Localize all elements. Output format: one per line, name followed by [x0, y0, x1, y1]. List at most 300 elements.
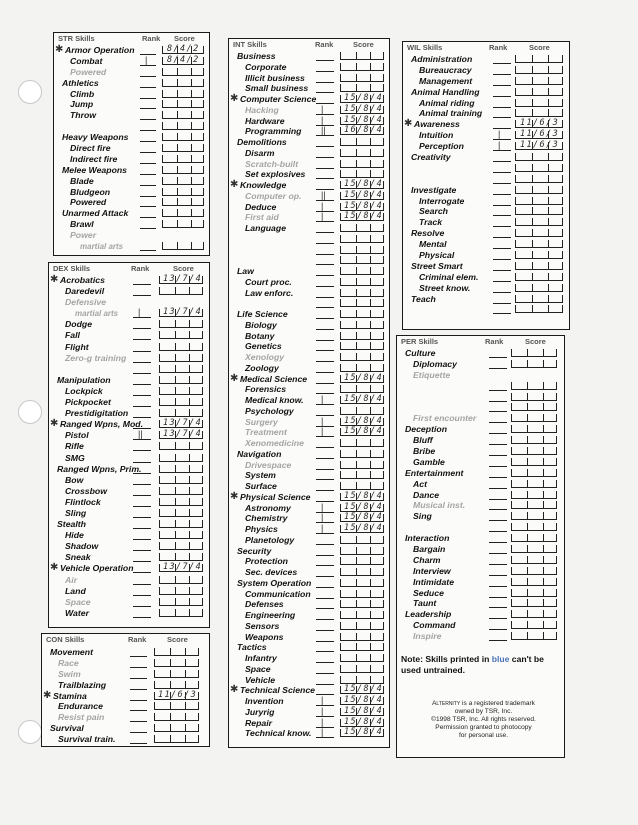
rank-field[interactable]: [140, 206, 156, 207]
rank-field[interactable]: [133, 450, 151, 451]
skill-row-heavy-weapons: [54, 132, 209, 143]
rank-field[interactable]: [140, 130, 156, 131]
rank-field[interactable]: [133, 517, 151, 518]
skill-name: Hardware: [245, 115, 285, 126]
rank-field[interactable]: [493, 183, 511, 184]
skill-row-flintlock: [49, 497, 209, 508]
score-box[interactable]: [511, 491, 557, 499]
score-box[interactable]: [340, 654, 384, 662]
score-box[interactable]: [340, 364, 384, 372]
score-box[interactable]: [159, 331, 203, 339]
rank-field[interactable]: [493, 194, 511, 195]
score-box[interactable]: [340, 450, 384, 458]
score-box[interactable]: [340, 149, 384, 157]
score-box[interactable]: [340, 74, 384, 82]
rank-field[interactable]: [489, 607, 507, 608]
score-box[interactable]: [515, 218, 563, 226]
score-value: 13/7/4: [163, 307, 203, 318]
skill-row-defenses: [229, 599, 389, 610]
score-box[interactable]: [162, 177, 204, 185]
rank-field[interactable]: [133, 572, 151, 573]
skill-name: Climb: [70, 88, 95, 99]
rank-field[interactable]: [493, 237, 511, 238]
score-box[interactable]: [511, 610, 557, 618]
skill-name: Interview: [413, 565, 451, 576]
rank-field[interactable]: [489, 368, 507, 369]
score-box[interactable]: [159, 376, 203, 384]
skill-name: Rifle: [65, 441, 84, 452]
rank-field[interactable]: [489, 488, 507, 489]
rank-field[interactable]: [130, 743, 147, 744]
skill-row-blank: [397, 392, 564, 403]
rank-field[interactable]: [493, 303, 511, 304]
score-box[interactable]: [159, 542, 203, 550]
rank-field[interactable]: [140, 76, 156, 77]
score-value: 15/8/4: [344, 394, 384, 404]
per-skills-panel: [396, 335, 565, 758]
score-box[interactable]: [340, 600, 384, 608]
rank-field[interactable]: [489, 640, 507, 641]
skill-row-power: [54, 230, 209, 241]
score-box[interactable]: [162, 155, 204, 163]
score-box[interactable]: [511, 360, 557, 368]
skill-name: Surface: [245, 481, 277, 491]
score-box[interactable]: [162, 166, 204, 174]
score-header: Score: [167, 635, 188, 644]
score-box[interactable]: [154, 648, 199, 656]
rank-field[interactable]: [493, 313, 511, 314]
score-box[interactable]: [511, 458, 557, 466]
rank-field[interactable]: [140, 98, 156, 99]
score-box[interactable]: [515, 207, 563, 215]
score-box[interactable]: [515, 295, 563, 303]
score-box[interactable]: [340, 643, 384, 651]
score-box[interactable]: [511, 512, 557, 520]
skill-row-search: [403, 206, 569, 217]
rank-field[interactable]: [489, 586, 507, 587]
rank-field[interactable]: [493, 117, 511, 118]
rank-field[interactable]: [140, 87, 156, 88]
score-box[interactable]: [340, 342, 384, 350]
score-box[interactable]: [340, 385, 384, 393]
score-box[interactable]: [340, 579, 384, 587]
score-box[interactable]: [511, 578, 557, 586]
score-box[interactable]: [515, 229, 563, 237]
score-box[interactable]: [162, 122, 204, 130]
score-box[interactable]: [511, 393, 557, 401]
rank-field[interactable]: [489, 618, 507, 619]
rank-field[interactable]: [133, 328, 151, 329]
score-box[interactable]: [340, 332, 384, 340]
score-box[interactable]: [340, 256, 384, 264]
skill-name: Awareness: [414, 119, 460, 130]
score-box[interactable]: [159, 442, 203, 450]
rank-field[interactable]: [140, 196, 156, 197]
rank-field[interactable]: [133, 351, 151, 352]
score-box[interactable]: [340, 160, 384, 168]
rank-field[interactable]: [130, 678, 147, 679]
skill-name: Weapons: [245, 631, 284, 642]
score-box[interactable]: [159, 609, 203, 617]
skill-name: System: [245, 470, 276, 481]
score-box[interactable]: [340, 622, 384, 630]
score-box[interactable]: [340, 289, 384, 297]
rank-field[interactable]: [140, 54, 156, 55]
rank-field[interactable]: [133, 406, 151, 407]
score-box[interactable]: [515, 251, 563, 259]
score-box[interactable]: [515, 99, 563, 107]
score-box[interactable]: [162, 188, 204, 196]
score-box[interactable]: [162, 209, 204, 217]
rank-field[interactable]: [130, 721, 147, 722]
rank-field[interactable]: [489, 433, 507, 434]
skill-row-first-encounter: [397, 413, 564, 424]
rank-field[interactable]: [493, 292, 511, 293]
score-box[interactable]: [340, 439, 384, 447]
rank-field[interactable]: [489, 597, 507, 598]
skill-row-athletics: [54, 78, 209, 89]
score-box[interactable]: [162, 79, 204, 87]
rank-field[interactable]: [493, 150, 511, 151]
score-box[interactable]: [511, 382, 557, 390]
skill-name: Space: [65, 596, 91, 607]
skill-name: Ranged Wpns, Prim.: [57, 463, 142, 474]
rank-field[interactable]: [140, 163, 156, 164]
rank-field[interactable]: [493, 128, 511, 129]
rank-field[interactable]: [493, 161, 511, 162]
rank-field[interactable]: [489, 553, 507, 554]
score-box[interactable]: [340, 536, 384, 544]
rank-field[interactable]: [489, 477, 507, 478]
rank-field[interactable]: [133, 473, 151, 474]
score-box[interactable]: [162, 242, 204, 250]
score-box[interactable]: [511, 436, 557, 444]
rank-field[interactable]: [133, 439, 151, 440]
score-box[interactable]: [515, 273, 563, 281]
rank-field[interactable]: [489, 509, 507, 510]
score-box[interactable]: [340, 310, 384, 318]
skill-name: Programming: [245, 126, 302, 137]
skill-row-blank: [397, 402, 564, 413]
skill-name: Security: [237, 545, 272, 556]
rank-field[interactable]: [140, 217, 156, 218]
score-box[interactable]: [511, 534, 557, 542]
score-box[interactable]: [340, 547, 384, 555]
rank-field[interactable]: [493, 63, 511, 64]
rank-field[interactable]: [316, 737, 334, 738]
score-box[interactable]: [154, 735, 199, 743]
rank-field[interactable]: [133, 550, 151, 551]
rank-field[interactable]: [130, 667, 147, 668]
score-box[interactable]: [162, 220, 204, 228]
rank-field[interactable]: [133, 384, 151, 385]
score-box[interactable]: [515, 164, 563, 172]
score-box[interactable]: [340, 138, 384, 146]
rank-field[interactable]: [133, 417, 151, 418]
score-box[interactable]: [159, 476, 203, 484]
score-box[interactable]: [159, 409, 203, 417]
score-box[interactable]: [340, 633, 384, 641]
score-box[interactable]: [340, 224, 384, 232]
score-box[interactable]: [340, 461, 384, 469]
score-value: 15/8/4: [344, 200, 384, 211]
score-value: 15/8/4: [344, 716, 384, 727]
rank-field[interactable]: [130, 700, 147, 701]
rank-field[interactable]: [489, 520, 507, 521]
score-box[interactable]: [511, 403, 557, 411]
rank-field[interactable]: [489, 629, 507, 630]
rank-field[interactable]: [140, 119, 156, 120]
score-box[interactable]: [340, 278, 384, 286]
rank-field[interactable]: [130, 689, 147, 690]
score-box[interactable]: [511, 480, 557, 488]
score-box[interactable]: [340, 235, 384, 243]
rank-field[interactable]: [489, 401, 507, 402]
rank-field[interactable]: [133, 462, 151, 463]
rank-field[interactable]: [133, 362, 151, 363]
score-box[interactable]: [159, 454, 203, 462]
rank-field[interactable]: [130, 656, 147, 657]
score-box[interactable]: [340, 52, 384, 60]
skill-name: Language: [245, 223, 287, 233]
score-box[interactable]: [162, 90, 204, 98]
score-box[interactable]: [162, 133, 204, 141]
rank-field[interactable]: [133, 561, 151, 562]
score-box[interactable]: [511, 567, 557, 575]
score-box[interactable]: [340, 471, 384, 479]
rank-field[interactable]: [489, 357, 507, 358]
rank-tally: |: [321, 394, 324, 404]
skill-row-biology: [229, 320, 389, 331]
score-box[interactable]: [159, 354, 203, 362]
score-box[interactable]: [162, 111, 204, 119]
score-box[interactable]: [515, 262, 563, 270]
rank-field[interactable]: [133, 317, 151, 318]
score-box[interactable]: [340, 321, 384, 329]
score-box[interactable]: [515, 197, 563, 205]
rank-field[interactable]: [140, 174, 156, 175]
skill-name: Sec. devices: [245, 567, 298, 577]
rank-field[interactable]: [493, 215, 511, 216]
rank-field[interactable]: [133, 495, 151, 496]
score-box[interactable]: [159, 287, 203, 295]
rank-field[interactable]: [133, 373, 151, 374]
rank-field[interactable]: [489, 499, 507, 500]
score-value: 13/7/4: [163, 429, 203, 440]
rank-field[interactable]: [489, 422, 507, 423]
score-box[interactable]: [159, 387, 203, 395]
score-value: 11/6/3: [520, 140, 560, 151]
rank-field[interactable]: [140, 65, 156, 66]
rank-field[interactable]: [133, 339, 151, 340]
score-box[interactable]: [340, 63, 384, 71]
score-box[interactable]: [515, 240, 563, 248]
score-box[interactable]: [159, 343, 203, 351]
score-box[interactable]: [154, 659, 199, 667]
rank-field[interactable]: [489, 444, 507, 445]
skill-row-smg: [49, 453, 209, 464]
rank-field[interactable]: [133, 284, 151, 285]
skill-name: Water: [65, 607, 89, 618]
rank-field[interactable]: [493, 259, 511, 260]
rank-field[interactable]: [493, 270, 511, 271]
rank-field[interactable]: [493, 226, 511, 227]
score-box[interactable]: [511, 523, 557, 531]
rank-field[interactable]: [493, 85, 511, 86]
score-box[interactable]: [340, 568, 384, 576]
score-box[interactable]: [340, 676, 384, 684]
rank-field[interactable]: [489, 542, 507, 543]
rank-field[interactable]: [489, 411, 507, 412]
score-box[interactable]: [340, 482, 384, 490]
score-box[interactable]: [515, 186, 563, 194]
score-box[interactable]: [511, 589, 557, 597]
score-box[interactable]: [154, 681, 199, 689]
rank-field[interactable]: [140, 152, 156, 153]
score-box[interactable]: [159, 531, 203, 539]
score-box[interactable]: [515, 88, 563, 96]
score-box[interactable]: [154, 702, 199, 710]
score-value: 15/8/4: [344, 523, 384, 533]
rank-field[interactable]: [133, 595, 151, 596]
rank-field[interactable]: [140, 108, 156, 109]
skill-name: Manipulation: [57, 374, 111, 385]
score-box[interactable]: [159, 520, 203, 528]
score-box[interactable]: [511, 501, 557, 509]
rank-field[interactable]: [489, 575, 507, 576]
skill-row-interaction: [397, 533, 564, 544]
rank-field[interactable]: [489, 466, 507, 467]
rank-field[interactable]: [493, 205, 511, 206]
score-box[interactable]: [511, 599, 557, 607]
score-box[interactable]: [511, 556, 557, 564]
score-box[interactable]: [340, 267, 384, 275]
rank-field[interactable]: [493, 107, 511, 108]
rank-field[interactable]: [489, 531, 507, 532]
skill-name: Command: [413, 620, 456, 631]
skill-row-perception: [403, 141, 569, 152]
rank-field[interactable]: [493, 281, 511, 282]
rank-field[interactable]: [493, 248, 511, 249]
score-box[interactable]: [340, 557, 384, 565]
rank-field[interactable]: [130, 732, 147, 733]
score-box[interactable]: [159, 365, 203, 373]
asterisk-icon: ✱: [230, 93, 239, 104]
skill-name: Power: [70, 230, 97, 241]
rank-field[interactable]: [140, 141, 156, 142]
skill-row-communication: [229, 589, 389, 600]
rank-field[interactable]: [133, 606, 151, 607]
panel-title: CON Skills: [46, 635, 85, 644]
untrained-note: Note: Skills printed in blue can't be used untrained.: [401, 654, 544, 675]
rank-field[interactable]: [133, 584, 151, 585]
score-box[interactable]: [511, 414, 557, 422]
rank-field[interactable]: [133, 506, 151, 507]
score-box[interactable]: [511, 632, 557, 640]
skill-row-first-aid: [229, 212, 389, 223]
score-box[interactable]: [515, 109, 563, 117]
score-box[interactable]: [515, 66, 563, 74]
score-box[interactable]: [511, 349, 557, 357]
skill-name: Charm: [413, 554, 441, 565]
rank-field[interactable]: [133, 395, 151, 396]
rank-field[interactable]: [133, 295, 151, 296]
score-box[interactable]: [340, 353, 384, 361]
score-box[interactable]: [340, 590, 384, 598]
score-box[interactable]: [159, 487, 203, 495]
score-box[interactable]: [515, 284, 563, 292]
rank-field[interactable]: [133, 528, 151, 529]
skill-name: Zoology: [245, 362, 279, 373]
score-box[interactable]: [154, 724, 199, 732]
rank-field[interactable]: [493, 139, 511, 140]
score-box[interactable]: [340, 407, 384, 415]
skill-name: Genetics: [245, 341, 282, 352]
score-box[interactable]: [159, 587, 203, 595]
skill-row-navigation: [229, 449, 389, 460]
score-box[interactable]: [511, 469, 557, 477]
score-box[interactable]: [515, 153, 563, 161]
rank-header: Rank: [142, 34, 161, 43]
score-box[interactable]: [159, 498, 203, 506]
score-box[interactable]: [511, 447, 557, 455]
score-box[interactable]: [340, 665, 384, 673]
score-box[interactable]: [162, 100, 204, 108]
rank-field[interactable]: [493, 172, 511, 173]
score-box[interactable]: [159, 598, 203, 606]
rank-field[interactable]: [133, 484, 151, 485]
score-box[interactable]: [340, 611, 384, 619]
score-box[interactable]: [159, 320, 203, 328]
skill-row-illicit-business: [229, 73, 389, 84]
score-box[interactable]: [515, 305, 563, 313]
score-box[interactable]: [159, 465, 203, 473]
score-box[interactable]: [154, 670, 199, 678]
score-box[interactable]: [515, 175, 563, 183]
rank-field[interactable]: [489, 455, 507, 456]
score-box[interactable]: [511, 621, 557, 629]
score-box[interactable]: [340, 299, 384, 307]
score-box[interactable]: [154, 713, 199, 721]
skill-row-dance: [397, 490, 564, 501]
rank-field[interactable]: [489, 564, 507, 565]
score-box[interactable]: [159, 398, 203, 406]
score-box[interactable]: [340, 84, 384, 92]
score-box[interactable]: [340, 170, 384, 178]
score-box[interactable]: [159, 553, 203, 561]
score-box[interactable]: [159, 576, 203, 584]
rank-field[interactable]: [140, 185, 156, 186]
score-box[interactable]: [340, 246, 384, 254]
score-box[interactable]: [511, 425, 557, 433]
rank-field[interactable]: [140, 250, 156, 251]
score-box[interactable]: [515, 77, 563, 85]
score-box[interactable]: [515, 55, 563, 63]
rank-field[interactable]: [493, 96, 511, 97]
rank-field[interactable]: [493, 74, 511, 75]
rank-field[interactable]: [133, 539, 151, 540]
rank-tally: |: [145, 54, 148, 65]
score-box[interactable]: [511, 545, 557, 553]
rank-field[interactable]: [133, 617, 151, 618]
score-box[interactable]: [162, 144, 204, 152]
rank-field[interactable]: [140, 228, 156, 229]
rank-field[interactable]: [130, 710, 147, 711]
rank-field[interactable]: [489, 390, 507, 391]
score-box[interactable]: [159, 509, 203, 517]
score-box[interactable]: [162, 68, 204, 76]
score-box[interactable]: [162, 198, 204, 206]
